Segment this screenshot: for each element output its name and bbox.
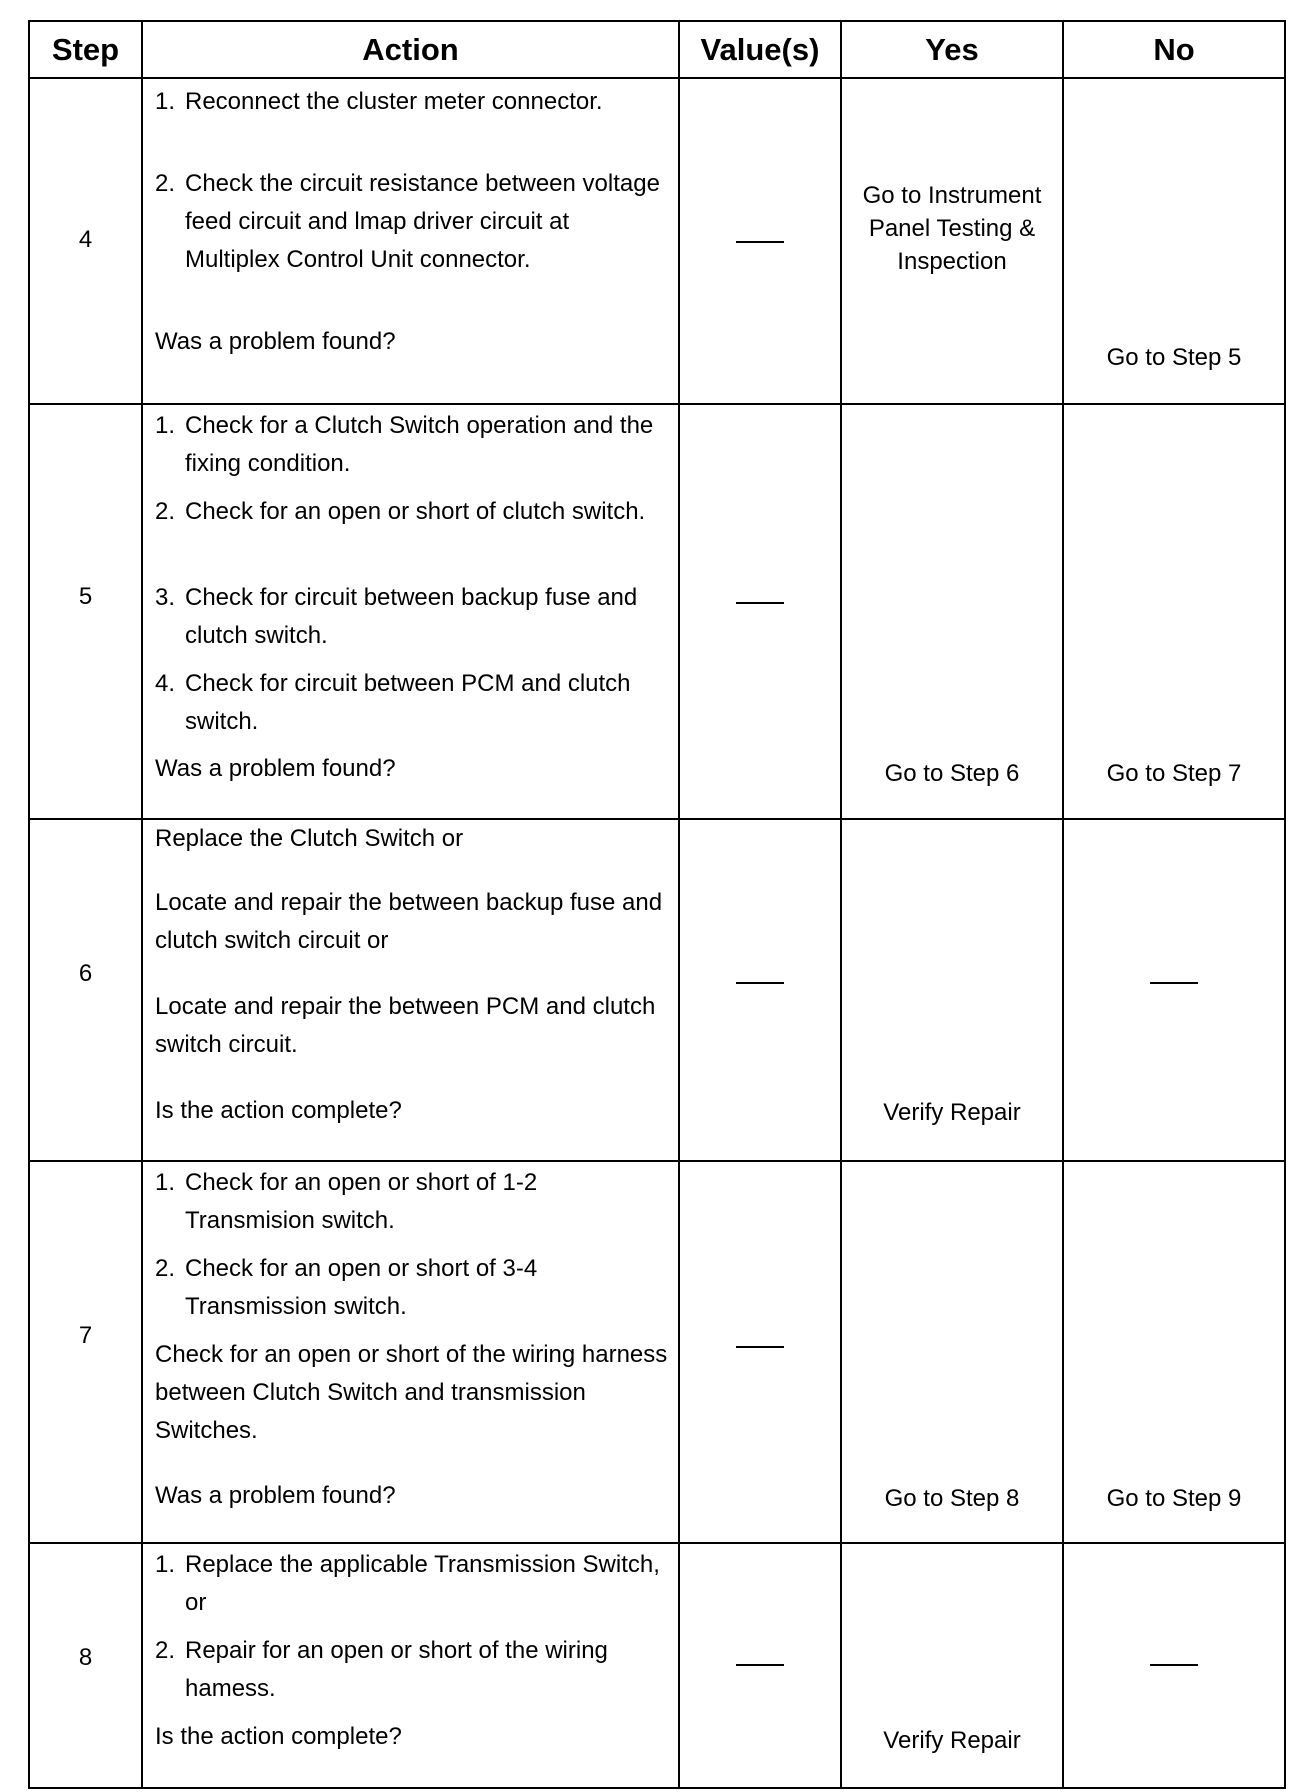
header-step: Step	[29, 21, 142, 78]
step-number: 7	[78, 1322, 93, 1349]
action-item: 2. Check for an open or short of clutch switch.	[155, 498, 646, 525]
diagnostic-table	[28, 20, 1286, 1789]
action-cell	[143, 1544, 678, 1787]
header-action: Action	[142, 21, 679, 78]
action-item: 1. Check for an open or short of 1-2 Transmision switch.	[155, 1169, 538, 1234]
action-cell	[143, 1162, 678, 1542]
yes-result: Verify Repair	[883, 1099, 1021, 1126]
value-dash	[736, 1346, 784, 1348]
header-yes: Yes	[841, 21, 1063, 78]
value-dash	[736, 982, 784, 984]
action-cell	[143, 405, 678, 818]
no-result: Go to Step 7	[1106, 760, 1242, 787]
step-number: 8	[78, 1644, 93, 1671]
action-question: Was a problem found?	[155, 328, 396, 355]
table-row	[29, 78, 1285, 404]
value-dash	[736, 241, 784, 243]
action-item: Locate and repair the between PCM and clutch switch circuit.	[155, 993, 656, 1058]
yes-result: Go to Step 8	[884, 1485, 1020, 1512]
value-dash	[736, 1664, 784, 1666]
action-item: 3. Check for circuit between backup fuse and clutch switch.	[155, 584, 638, 649]
action-item: Locate and repair the between backup fuse and clutch switch circuit or	[155, 889, 663, 954]
action-question: Was a problem found?	[155, 1482, 396, 1509]
value-dash	[736, 602, 784, 604]
action-item: 4. Check for circuit between PCM and clutch switch.	[155, 670, 631, 735]
no-result: Go to Step 5	[1106, 344, 1242, 371]
action-item: 1. Replace the applicable Transmission Switch, or	[155, 1551, 660, 1616]
header-values: Value(s)	[679, 21, 841, 78]
action-item: Replace the Clutch Switch or	[155, 825, 464, 852]
action-item: 2. Repair for an open or short of the wiring hamess.	[155, 1637, 608, 1702]
action-cell	[143, 79, 678, 403]
yes-result: Go to Step 6	[884, 760, 1020, 787]
action-question: Was a problem found?	[155, 755, 396, 782]
no-dash	[1150, 1664, 1198, 1666]
action-item: 2. Check the circuit resistance between voltage feed circuit and lmap driver circuit at Multiplex Control Unit connector.	[155, 170, 660, 273]
action-item: 1. Reconnect the cluster meter connector.	[155, 88, 603, 115]
header-row	[29, 21, 1285, 78]
step-number: 6	[78, 960, 93, 987]
step-number: 4	[78, 226, 93, 253]
table-row	[29, 404, 1285, 819]
action-item: Check for an open or short of the wiring harness between Clutch Switch and transmission Switches.	[155, 1341, 668, 1444]
header-no: No	[1063, 21, 1285, 78]
action-item: 1. Check for a Clutch Switch operation and the fixing condition.	[155, 412, 654, 477]
action-question: Is the action complete?	[155, 1723, 402, 1750]
no-dash	[1150, 982, 1198, 984]
step-number: 5	[78, 583, 93, 610]
no-result: Go to Step 9	[1106, 1485, 1242, 1512]
action-cell	[143, 820, 678, 1160]
table-row	[29, 1161, 1285, 1543]
table-row	[29, 1543, 1285, 1788]
action-item: 2. Check for an open or short of 3-4 Transmission switch.	[155, 1255, 538, 1320]
table-row	[29, 819, 1285, 1161]
action-question: Is the action complete?	[155, 1097, 402, 1124]
yes-result: Go to Instrument Panel Testing & Inspection	[862, 182, 1042, 275]
yes-result: Verify Repair	[883, 1727, 1021, 1754]
